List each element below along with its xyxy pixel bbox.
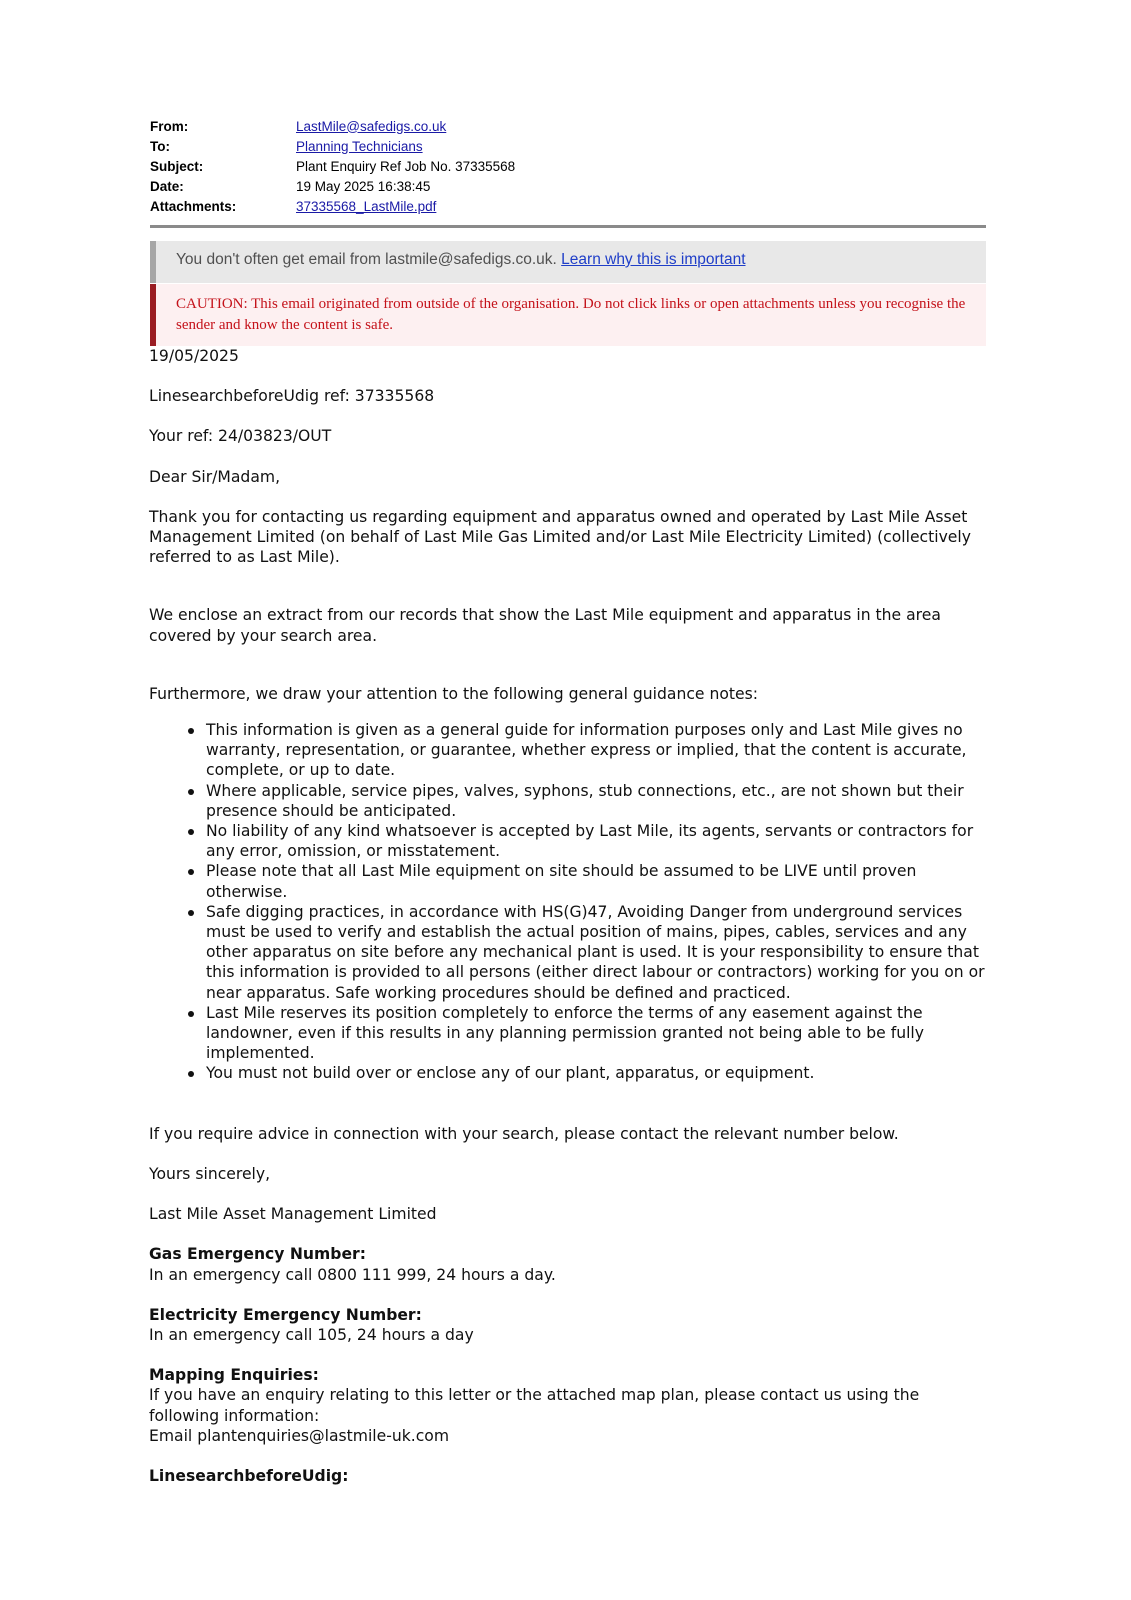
to-row <box>150 136 990 156</box>
list-item: This information is given as a general guide for information purposes only and Last Mile gives no warranty, representation, or guarantee, whether express or implied, that the content is accurate, complete, or up to date. <box>149 720 989 781</box>
guidance-notes-list <box>149 720 989 1084</box>
enclosure-paragraph: We enclose an extract from our records that show the Last Mile equipment and apparatus in the area covered by your search area. <box>149 606 941 645</box>
letter-date: 19/05/2025 <box>149 347 239 365</box>
external-sender-banner <box>150 241 986 283</box>
electricity-heading: Electricity Emergency Number: <box>149 1305 422 1324</box>
guidance-intro: Furthermore, we draw your attention to the following general guidance notes: <box>149 684 758 703</box>
mapping-heading: Mapping Enquiries: <box>149 1366 319 1385</box>
lsbud-heading: LinesearchbeforeUdig: <box>149 1466 349 1485</box>
company-name: Last Mile Asset Management Limited <box>149 1205 437 1224</box>
gas-heading: Gas Emergency Number: <box>149 1245 366 1264</box>
list-item: Safe digging practices, in accordance with HS(G)47, Avoiding Danger from underground services must be used to verify and establish the actual position of mains, pipes, cables, services and any other apparatus on site before any mechanical plant is used. It is your responsibility to ensure that this information is provided to all persons (either direct labour or contractors) working for you on or near apparatus. Safe working procedures should be defined and practiced. <box>149 902 989 1003</box>
attachment-link[interactable]: 37335568_LastMile.pdf <box>296 198 437 214</box>
caution-banner <box>150 284 986 346</box>
from-link[interactable]: LastMile@safedigs.co.uk <box>296 118 447 134</box>
subject-row <box>150 156 990 176</box>
list-item: No liability of any kind whatsoever is accepted by Last Mile, its agents, servants or contractors for any error, omission, or misstatement. <box>149 821 989 861</box>
banner-text-wrap <box>176 251 746 269</box>
date-value: 19 May 2025 16:38:45 <box>296 178 431 194</box>
email-body <box>149 346 989 1486</box>
intro-paragraph: Thank you for contacting us regarding equipment and apparatus owned and operated by Last Mile Asset Management Limited (on behalf of Last Mile Gas Limited and/or Last Mile Electricity Limited) (collectively referred to as Last Mile). <box>149 507 971 567</box>
lsbud-ref: LinesearchbeforeUdig ref: 37335568 <box>149 387 435 406</box>
gas-text: In an emergency call 0800 111 999, 24 hours a day. <box>149 1265 556 1284</box>
attachments-row <box>150 196 990 216</box>
from-row <box>150 116 990 136</box>
subject-label: Subject: <box>150 158 204 174</box>
banner-text: You don't often get email from lastmile@safedigs.co.uk. <box>176 251 557 268</box>
list-item: Where applicable, service pipes, valves, syphons, stub connections, etc., are not shown but their presence should be anticipated. <box>149 781 989 821</box>
to-link[interactable]: Planning Technicians <box>296 138 423 154</box>
list-item: You must not build over or enclose any of our plant, apparatus, or equipment. <box>149 1063 989 1083</box>
signoff: Yours sincerely, <box>149 1164 271 1183</box>
learn-why-link[interactable]: Learn why this is important <box>561 251 746 268</box>
subject-value: Plant Enquiry Ref Job No. 37335568 <box>296 158 516 174</box>
date-row <box>150 176 990 196</box>
email-header <box>150 116 990 216</box>
attachments-label: Attachments: <box>150 198 237 214</box>
date-label: Date: <box>150 178 184 194</box>
caution-text: CAUTION: This email originated from outside of the organisation. Do not click links or open attachments unless you recognise the sender and know the content is safe. <box>176 296 966 333</box>
from-label: From: <box>150 118 189 134</box>
greeting: Dear Sir/Madam, <box>149 467 281 486</box>
list-item: Last Mile reserves its position completely to enforce the terms of any easement against the landowner, even if this results in any planning permission granted not being able to be fully implemented. <box>149 1003 989 1064</box>
your-ref: Your ref: 24/03823/OUT <box>149 427 332 446</box>
advice-paragraph: If you require advice in connection with your search, please contact the relevant number below. <box>149 1124 899 1143</box>
electricity-text: In an emergency call 105, 24 hours a day <box>149 1325 474 1344</box>
list-item: Please note that all Last Mile equipment on site should be assumed to be LIVE until proven otherwise. <box>149 861 989 901</box>
header-divider <box>150 225 986 228</box>
mapping-text: If you have an enquiry relating to this letter or the attached map plan, please contact us using the following information: <box>149 1386 920 1425</box>
to-label: To: <box>150 138 170 154</box>
mapping-email[interactable]: Email plantenquiries@lastmile-uk.com <box>149 1426 450 1445</box>
